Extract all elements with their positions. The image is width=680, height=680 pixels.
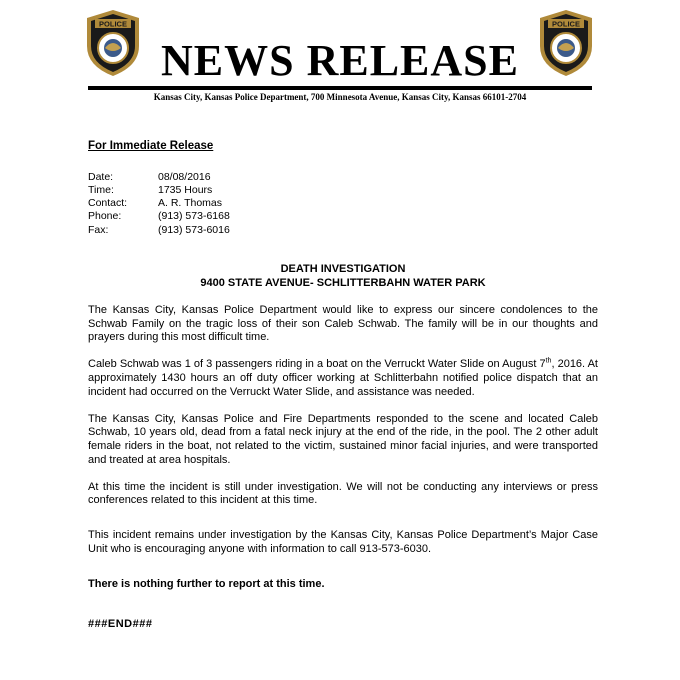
paragraph-response: The Kansas City, Kansas Police and Fire Departments responded to the scene and located Caleb Schwab, 10 years old, dead from a fatal neck injury at the end of the ride, in the pool. The 2 other adult female riders in the boat, not related to the victim, sustained minor facial injuries, and were transported and treated at area hospitals. <box>88 412 598 466</box>
badge-label: POLICE <box>99 19 127 29</box>
department-address: Kansas City, Kansas Police Department, 700 Minnesota Avenue, Kansas City, Kansas 66101-2704 <box>153 92 527 102</box>
end-marker: ###END### <box>88 617 153 630</box>
meta-label: Date: <box>88 170 114 183</box>
paragraph-contact-info: This incident remains under investigation by the Kansas City, Kansas Police Department’s Major Case Unit who is encouraging anyone with information to call 913-573-6030. <box>88 528 598 555</box>
ordinal-suffix: th <box>545 357 552 365</box>
release-body <box>88 140 598 631</box>
paragraph-status: At this time the incident is still under investigation. We will not be conducting any interviews or press conferences related to this incident at this time. <box>88 480 598 507</box>
meta-value-time: 1735 Hours <box>158 183 213 196</box>
meta-value-date: 08/08/2016 <box>158 170 211 183</box>
page-title: NEWS RELEASE <box>160 36 519 85</box>
meta-label: Fax: <box>88 223 109 236</box>
meta-label: Contact: <box>88 197 128 210</box>
immediate-release-label: For Immediate Release <box>88 140 214 152</box>
paragraph-incident <box>88 358 598 399</box>
headline-line-1: DEATH INVESTIGATION <box>280 263 406 276</box>
release-metadata <box>88 171 598 237</box>
release-headline <box>88 263 598 290</box>
header-divider <box>88 86 592 90</box>
meta-value-phone: (913) 573-6168 <box>158 210 230 223</box>
badge-label: POLICE <box>552 19 580 29</box>
meta-value-contact: A. R. Thomas <box>158 197 222 210</box>
headline-line-2: 9400 STATE AVENUE- SCHLITTERBAHN WATER PARK <box>200 276 486 289</box>
meta-label: Time: <box>88 183 114 196</box>
meta-value-fax: (913) 573-6016 <box>158 223 230 236</box>
meta-label: Phone: <box>88 210 122 223</box>
closing-statement: There is nothing further to report at this time. <box>88 578 325 591</box>
paragraph-incident-part-1: Caleb Schwab was 1 of 3 passengers riding in a boat on the Verruckt Water Slide on August 7 <box>88 358 546 371</box>
paragraph-condolences: The Kansas City, Kansas Police Department would like to express our sincere condolences to the Schwab Family on the tragic loss of their son Caleb Schwab. The family will be in our thoughts and prayers during this most difficult time. <box>88 304 598 344</box>
paragraph-incident-part-2: , 2016. At approximately 1430 hours an off duty officer working at Schlitterbahn notified police dispatch that an incident had occurred on the Verruckt Water Slide, and assistance was needed. <box>88 358 598 398</box>
